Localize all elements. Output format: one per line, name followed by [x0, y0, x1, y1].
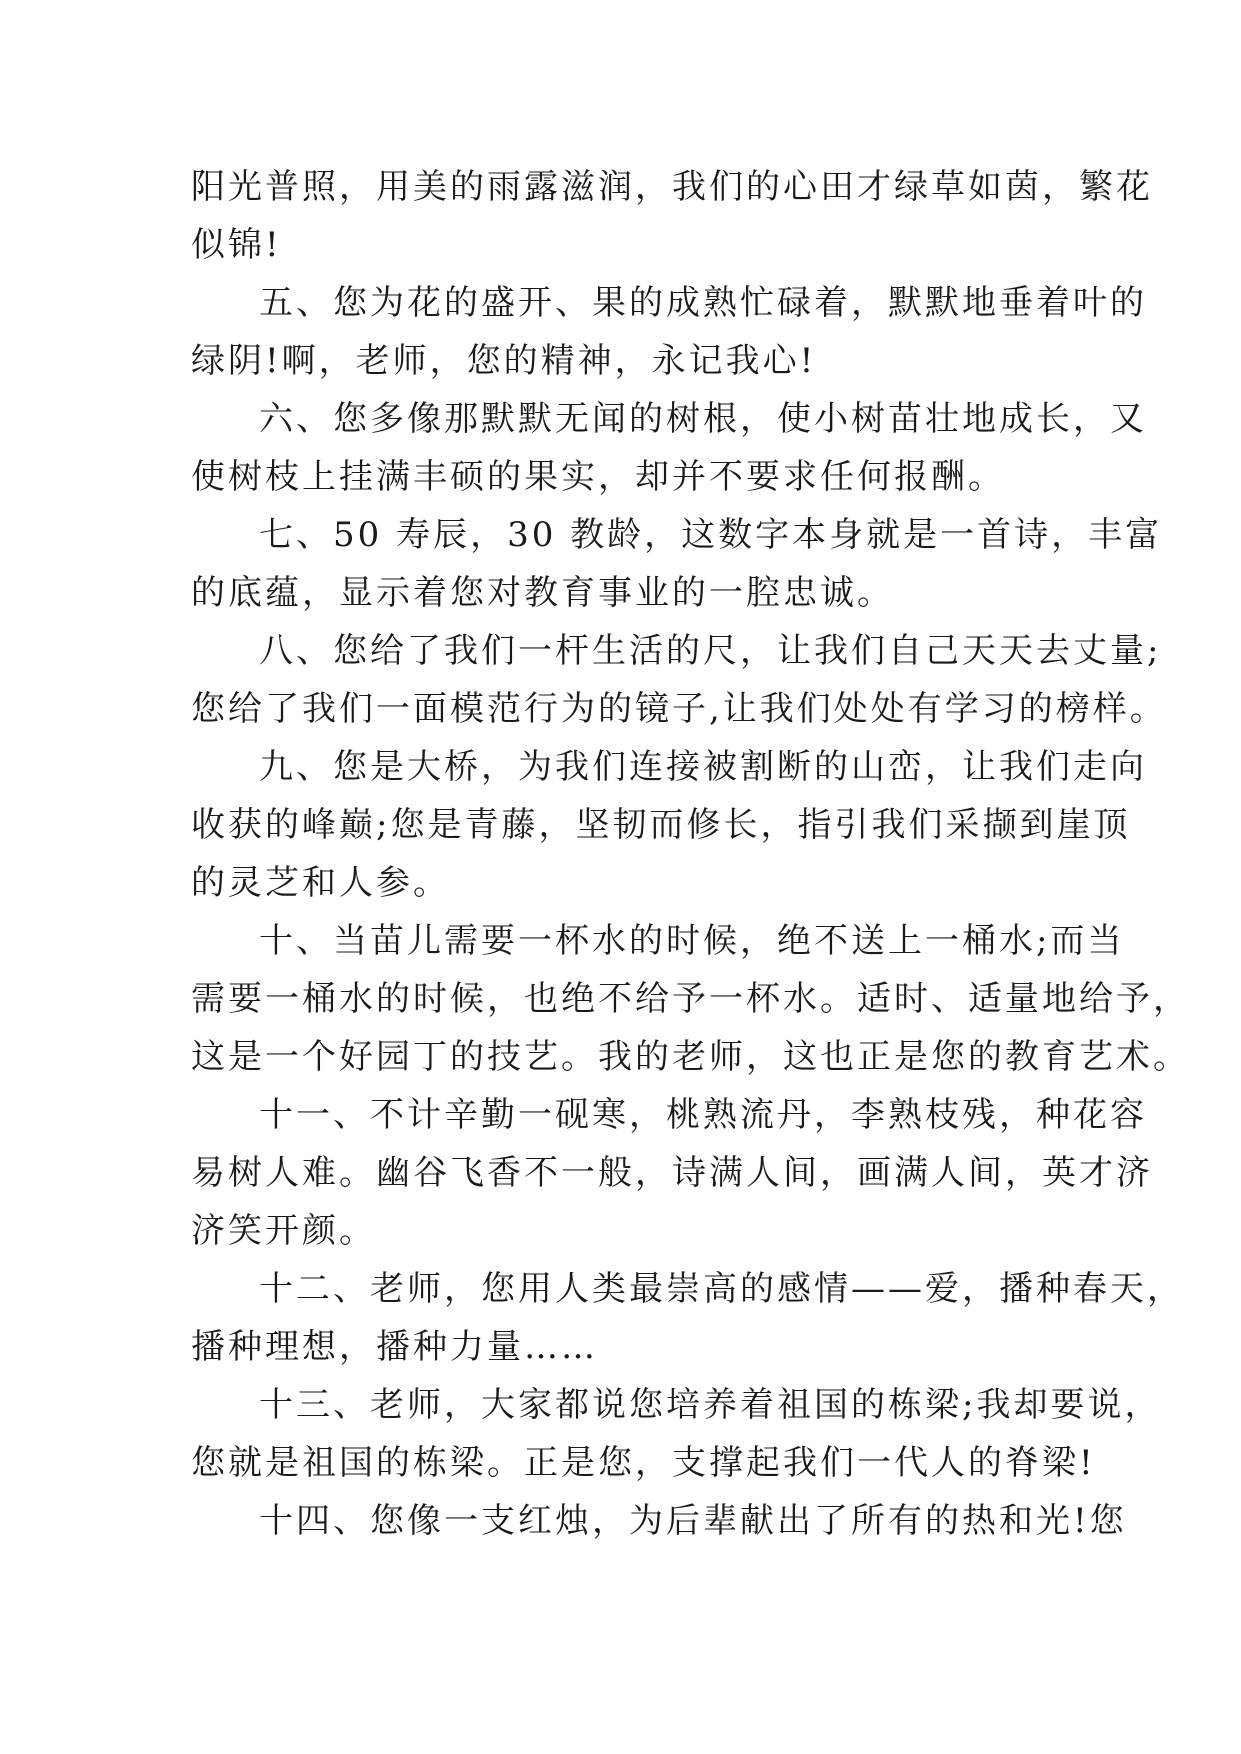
document-body: [191, 158, 1190, 1550]
text-line: 十二、老师，您用人类最崇高的感情——爱，播种春天，: [259, 1269, 1184, 1309]
text-line: 六、您多像那默默无闻的树根，使小树苗壮地成长，又: [259, 399, 1147, 439]
text-line: 阳光普照，用美的雨露滋润，我们的心田才绿草如茵，繁花: [191, 167, 1153, 207]
text-line: 十四、您像一支红烛，为后辈献出了所有的热和光!您: [259, 1501, 1127, 1541]
text-line: 这是一个好园丁的技艺。我的老师，这也正是您的教育艺术。: [191, 1037, 1190, 1077]
text-line: 您给了我们一面模范行为的镜子,让我们处处有学习的榜样。: [191, 689, 1167, 729]
text-line: 的底蕴，显示着您对教育事业的一腔忠诚。: [191, 573, 894, 613]
text-line: 收获的峰巅;您是青藤，坚韧而修长，指引我们采撷到崖顶: [191, 805, 1131, 845]
text-line: 的灵芝和人参。: [191, 863, 450, 903]
text-line: 十一、不计辛勤一砚寒，桃熟流丹，李熟枝残，种花容: [259, 1095, 1147, 1135]
text-line: 绿阴!啊，老师，您的精神，永记我心!: [191, 341, 817, 381]
text-line: 九、您是大桥，为我们连接被割断的山峦，让我们走向: [259, 747, 1147, 787]
text-line: 十、当苗儿需要一杯水的时候，绝不送上一桶水;而当: [259, 921, 1125, 961]
text-line: 需要一桶水的时候，也绝不给予一杯水。适时、适量地给予，: [191, 979, 1190, 1019]
text-line: 五、您为花的盛开、果的成熟忙碌着，默默地垂着叶的: [259, 283, 1147, 323]
text-line: 播种理想，播种力量……: [191, 1327, 598, 1367]
text-line: 济笑开颜。: [191, 1211, 376, 1251]
text-line: 您就是祖国的栋梁。正是您，支撑起我们一代人的脊梁!: [191, 1443, 1096, 1483]
text-line: 十三、老师，大家都说您培养着祖国的栋梁;我却要说，: [259, 1385, 1162, 1425]
text-line: 七、50 寿辰，30 教龄，这数字本身就是一首诗，丰富: [259, 515, 1163, 555]
text-line: 八、您给了我们一杆生活的尺，让我们自己天天去丈量;: [259, 631, 1162, 671]
text-line: 易树人难。幽谷飞香不一般，诗满人间，画满人间，英才济: [191, 1153, 1153, 1193]
text-line: 使树枝上挂满丰硕的果实，却并不要求任何报酬。: [191, 457, 1005, 497]
text-line: 似锦!: [191, 225, 282, 265]
